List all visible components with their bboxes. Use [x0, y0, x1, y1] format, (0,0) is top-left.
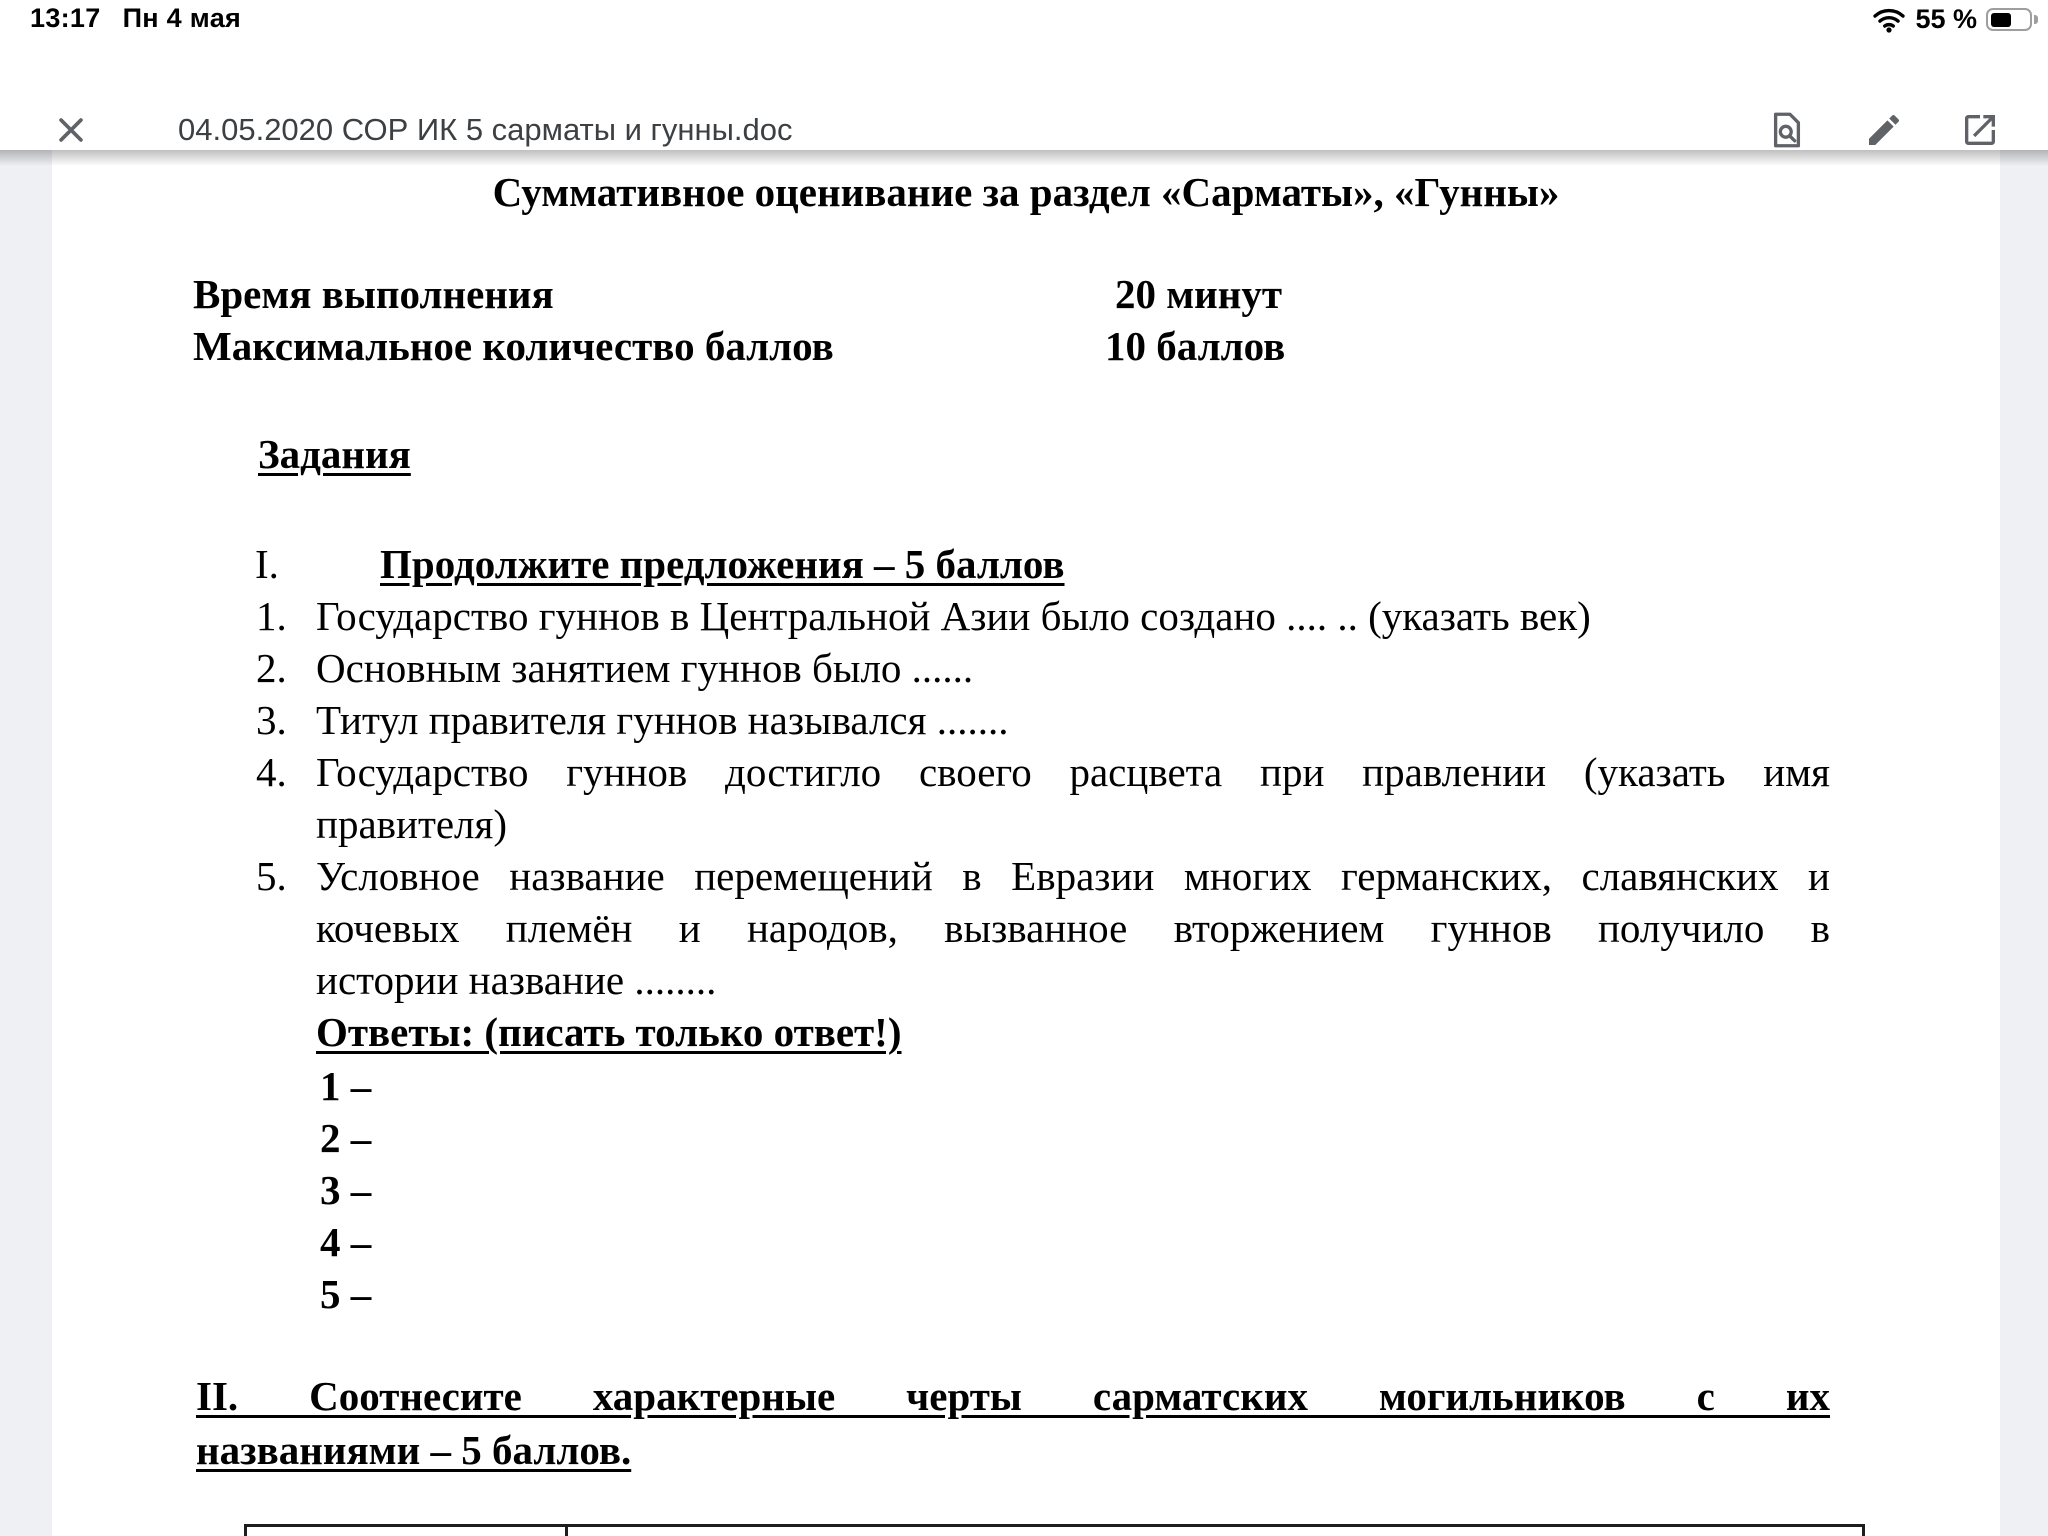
toolbar-shadow — [0, 150, 2048, 166]
edit-pencil-icon — [1864, 110, 1904, 150]
document-title: 04.05.2020 СОР ИК 5 сарматы и гунны.doc — [178, 112, 793, 147]
edit-button[interactable] — [1859, 105, 1909, 155]
max-points-label: Максимальное количество баллов — [193, 323, 834, 369]
item-text: Условное название перемещений в Евразии многих германских, славянских и — [316, 853, 1830, 899]
item-text: Государство гуннов достигло своего расцвета при правлении (указать имя — [316, 749, 1830, 795]
answers-heading: Ответы: (писать только ответ!) — [316, 1009, 902, 1055]
find-in-document-icon — [1766, 109, 1808, 151]
item-text: кочевых племён и народов, вызванное вторжением гуннов получило в — [316, 905, 1830, 951]
item-number: 5. — [256, 853, 287, 899]
item-text: Государство гуннов в Центральной Азии было создано .... .. (указать век) — [316, 593, 1591, 639]
section1-numeral: I. — [255, 541, 279, 587]
item-number: 2. — [256, 645, 287, 691]
item-text: Основным занятием гуннов было ...... — [316, 645, 974, 691]
wifi-icon — [1872, 7, 1906, 33]
item-number: 4. — [256, 749, 287, 795]
close-button[interactable] — [46, 105, 96, 155]
answer-line: 3 – — [320, 1167, 372, 1213]
document-page — [52, 150, 2000, 1536]
answer-line: 2 – — [320, 1115, 372, 1161]
toolbar — [0, 36, 2048, 150]
close-icon — [54, 113, 88, 147]
battery-percent: 55 % — [1915, 4, 1977, 34]
item-text: правителя) — [316, 801, 508, 847]
answer-line: 5 – — [320, 1271, 372, 1317]
section2-heading-line1: II. Соотнесите характерные черты сарматских могильников с их — [196, 1373, 1830, 1419]
open-in-button[interactable] — [1955, 105, 2005, 155]
doc-heading: Суммативное оценивание за раздел «Сарматы», «Гунны» — [492, 169, 1560, 215]
item-number: 3. — [256, 697, 287, 743]
section1-heading: Продолжите предложения – 5 баллов — [380, 541, 1065, 587]
status-date: Пн 4 мая — [122, 3, 242, 33]
answer-line: 4 – — [320, 1219, 372, 1265]
find-in-document-button[interactable] — [1762, 105, 1812, 155]
tasks-heading: Задания — [258, 431, 411, 477]
item-text: истории название ........ — [316, 957, 717, 1003]
item-text: Титул правителя гуннов назывался ....... — [316, 697, 1009, 743]
section2-heading-line2: названиями – 5 баллов. — [196, 1427, 632, 1473]
open-in-icon — [1960, 110, 2000, 150]
item-number: 1. — [256, 593, 287, 639]
time-value: 20 минут — [1115, 271, 1283, 317]
status-bar — [0, 0, 2048, 36]
matching-table — [244, 1524, 1865, 1536]
battery-icon — [1986, 8, 2032, 31]
table-column-divider — [565, 1527, 568, 1536]
time-label: Время выполнения — [193, 271, 554, 317]
clock: 13:17 — [30, 3, 101, 33]
max-points-value: 10 баллов — [1105, 323, 1286, 369]
answer-line: 1 – — [320, 1063, 372, 1109]
document-viewport[interactable] — [0, 150, 2048, 1536]
battery-nub — [2034, 15, 2038, 24]
